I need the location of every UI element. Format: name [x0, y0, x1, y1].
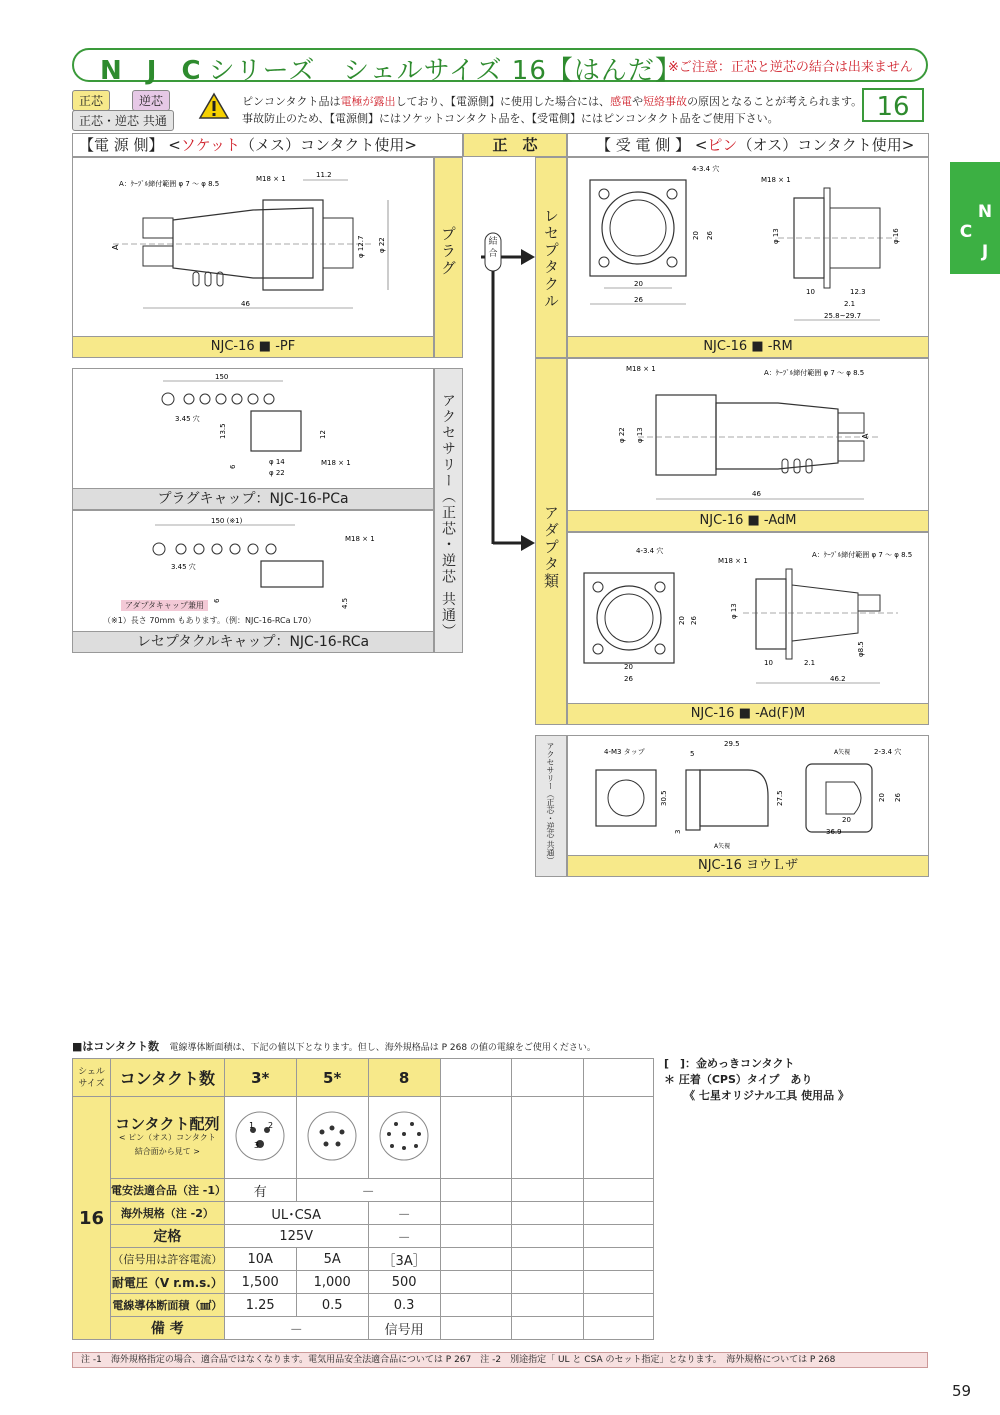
row-5-v0: 1.25 — [224, 1294, 296, 1317]
receptacle-rm-panel — [567, 157, 929, 358]
svg-text:1: 1 — [249, 1120, 255, 1130]
svg-text:φ 22: φ 22 — [269, 469, 285, 477]
part-adm-label: NJC-16 ■ -AdM — [568, 510, 928, 531]
row-4-v0: 1,500 — [224, 1271, 296, 1294]
svg-text:20: 20 — [634, 280, 643, 288]
svg-text:26: 26 — [690, 616, 698, 625]
svg-text:φ 22: φ 22 — [618, 427, 626, 443]
part-rm-label: NJC-16 ■ -RM — [568, 336, 928, 357]
svg-text:5: 5 — [690, 750, 695, 758]
svg-text:M18 × 1: M18 × 1 — [626, 365, 656, 373]
svg-text:26: 26 — [634, 296, 643, 304]
contact-count-head: コンタクト数 — [110, 1059, 224, 1097]
arrangement-8 — [368, 1097, 440, 1179]
row-label-1: 海外規格（注 -2） — [110, 1202, 224, 1225]
receptacle-cap-panel — [72, 510, 434, 653]
svg-text:150 (※1): 150 (※1) — [211, 517, 243, 525]
accessory-small-band: アクセサリー（正芯・逆芯 共通） — [535, 735, 567, 877]
adapter-adm-panel — [567, 358, 929, 532]
svg-text:4.5: 4.5 — [341, 597, 349, 609]
row-label-2: 定格 — [110, 1225, 224, 1248]
row-label-5: 電線導体断面積（㎟） — [110, 1294, 224, 1317]
contact-legend: [ ]：金めっきコンタクト ＊ 圧着（CPS）タイプ あり 《 七星オリジナル工具 使用品 》 — [664, 1057, 849, 1102]
arrangement-3 — [224, 1097, 296, 1179]
svg-text:27.5: 27.5 — [776, 790, 784, 806]
svg-text:6: 6 — [229, 464, 237, 469]
plug-pf-panel — [72, 157, 434, 358]
svg-text:4-M3 タップ: 4-M3 タップ — [604, 748, 645, 756]
count-3: 3* — [224, 1059, 296, 1097]
count-8: 8 — [368, 1059, 440, 1097]
tag-common: 正芯・逆芯 共通 — [72, 110, 174, 131]
row-3-v0: 10A — [224, 1248, 296, 1271]
svg-text:10: 10 — [806, 288, 815, 296]
plug-cap-panel — [72, 368, 434, 510]
count-5: 5* — [296, 1059, 368, 1097]
svg-text:36.9: 36.9 — [826, 828, 842, 836]
svg-text:10: 10 — [764, 659, 773, 667]
svg-text:φ 16: φ 16 — [892, 228, 900, 244]
svg-text:A：ｹｰﾌﾞﾙ締付範囲 φ 7 〜 φ 8.5: A：ｹｰﾌﾞﾙ締付範囲 φ 7 〜 φ 8.5 — [764, 369, 865, 377]
row-3-v2: ［3A］ — [368, 1248, 440, 1271]
svg-text:φ 14: φ 14 — [269, 458, 285, 466]
row-6-v1: 信号用 — [368, 1317, 440, 1340]
svg-text:2: 2 — [268, 1120, 274, 1130]
part-pf-label: NJC-16 ■ -PF — [73, 336, 433, 357]
svg-text:13.5: 13.5 — [219, 423, 227, 439]
caution-note: ※ご注意：正芯と逆芯の結合は出来ません — [668, 60, 913, 75]
contact-title: ■はコンタクト数 電線導体断面積は、下記の値以下となります。但し、海外規格品は P 268 の値の電線をご使用ください。 — [72, 1040, 596, 1053]
svg-text:26: 26 — [624, 675, 633, 683]
svg-text:M18 × 1: M18 × 1 — [345, 535, 375, 543]
row-1-v1: － — [368, 1202, 440, 1225]
svg-text:4-3.4 穴: 4-3.4 穴 — [636, 547, 664, 555]
row-label-3: （信号用は許容電流） — [110, 1248, 224, 1271]
svg-text:A: A — [111, 244, 120, 250]
svg-text:12.3: 12.3 — [850, 288, 866, 296]
svg-text:A矢視: A矢視 — [834, 749, 851, 756]
join-label: 結合 — [488, 237, 498, 259]
svg-text:150: 150 — [215, 373, 229, 381]
svg-text:A：ｹｰﾌﾞﾙ締付範囲 φ 7 〜 φ 8.5: A：ｹｰﾌﾞﾙ締付範囲 φ 7 〜 φ 8.5 — [812, 551, 913, 559]
svg-text:46: 46 — [752, 490, 761, 498]
svg-text:M18 × 1: M18 × 1 — [256, 175, 286, 183]
svg-text:3: 3 — [254, 1140, 260, 1150]
adapter-adfm-panel — [567, 532, 929, 725]
row-3-v1: 5A — [296, 1248, 368, 1271]
row-1-v0: UL･CSA — [224, 1202, 368, 1225]
svg-text:3.45 穴: 3.45 穴 — [175, 415, 200, 423]
svg-text:20: 20 — [878, 793, 886, 802]
svg-text:M18 × 1: M18 × 1 — [321, 459, 351, 467]
arrangement-5 — [296, 1097, 368, 1179]
svg-text:A: A — [861, 433, 870, 439]
join-arrows — [463, 157, 535, 557]
youlza-panel — [567, 735, 929, 877]
receive-side-header: 【 受 電 側 】 <ピン（オス）コンタクト使用> — [567, 133, 929, 157]
svg-text:3.45 穴: 3.45 穴 — [171, 563, 196, 571]
svg-text:46: 46 — [241, 300, 250, 308]
svg-text:2-3.4 穴: 2-3.4 穴 — [874, 748, 902, 756]
row-5-v1: 0.5 — [296, 1294, 368, 1317]
row-2-v0: 125V — [224, 1225, 368, 1248]
svg-text:25.8~29.7: 25.8~29.7 — [824, 312, 862, 320]
contact-table — [72, 1058, 654, 1340]
page-number: 59 — [952, 1382, 972, 1400]
svg-text:11.2: 11.2 — [316, 171, 332, 179]
center-header: 正 芯 — [463, 133, 567, 157]
shell-size-head: シェル サイズ — [73, 1059, 111, 1097]
tag-seishin: 正芯 — [72, 90, 110, 111]
svg-text:46.2: 46.2 — [830, 675, 846, 683]
svg-text:φ 13: φ 13 — [636, 427, 644, 443]
svg-text:A矢視: A矢視 — [714, 843, 731, 850]
warning-text: ピンコンタクト品は電極が露出しており、【電源側】に使用した場合には、感電や短絡事故の原因となることが考えられます。 事故防止のため、【電源側】にはソケットコンタクト品を、【受電側】にはピンコンタクト品をご使用下さい。 — [242, 95, 863, 125]
arrangement-label: コンタクト配列 < ピン（オス）コンタクト 結合面から見て > — [110, 1097, 224, 1179]
footnote-bar: 注 -1 海外規格指定の場合、適合品ではなくなります。電気用品安全法適合品については P 267 注 -2 別途指定「 UL と CSA のセット指定」となります。 海外規格については P 268 — [72, 1352, 928, 1368]
svg-text:20: 20 — [678, 616, 686, 625]
svg-text:29.5: 29.5 — [724, 740, 740, 748]
svg-text:2.1: 2.1 — [804, 659, 816, 667]
tag-gyakushin: 逆芯 — [132, 90, 170, 111]
svg-text:φ 13: φ 13 — [730, 603, 738, 619]
svg-text:2.1: 2.1 — [844, 300, 856, 308]
part-pca-label: プラグキャップ：NJC-16-PCa — [73, 488, 433, 509]
svg-text:20: 20 — [692, 231, 700, 240]
svg-text:φ 13: φ 13 — [772, 228, 780, 244]
svg-text:M18 × 1: M18 × 1 — [761, 176, 791, 184]
row-label-4: 耐電圧（V r.m.s.） — [110, 1271, 224, 1294]
svg-text:6: 6 — [213, 598, 221, 603]
receptacle-band: レセプタクル — [535, 157, 567, 358]
plug-band: プラグ — [434, 157, 463, 358]
power-side-header: 【電 源 側】 <ソケット（メス）コンタクト使用> — [72, 133, 463, 157]
row-4-v2: 500 — [368, 1271, 440, 1294]
row-label-6: 備 考 — [110, 1317, 224, 1340]
row-2-v1: － — [368, 1225, 440, 1248]
svg-text:φ 22: φ 22 — [378, 237, 386, 253]
svg-text:M18 × 1: M18 × 1 — [718, 557, 748, 565]
row-0-v1: － — [296, 1179, 440, 1202]
row-4-v1: 1,000 — [296, 1271, 368, 1294]
side-tab-njc: N J C — [950, 162, 1000, 274]
svg-text:3: 3 — [674, 829, 682, 834]
shell-size-value: 16 — [73, 1097, 111, 1340]
svg-text:30.5: 30.5 — [660, 790, 668, 806]
part-youlza-label: NJC-16 ヨウＬザ — [568, 855, 928, 876]
part-rca-label: レセプタクルキャップ：NJC-16-RCa — [73, 631, 433, 652]
svg-text:4-3.4 穴: 4-3.4 穴 — [692, 165, 720, 173]
adapter-band: アダプタ類 — [535, 358, 567, 725]
size-badge: 16 — [862, 88, 924, 122]
row-6-v0: － — [224, 1317, 368, 1340]
row-label-0: 電安法適合品（注 -1） — [110, 1179, 224, 1202]
row-5-v2: 0.3 — [368, 1294, 440, 1317]
length-note: （※1）長さ 70mm もあります。（例：NJC-16-RCa L70） — [103, 616, 316, 625]
svg-text:26: 26 — [706, 231, 714, 240]
page-title: N J Cシリーズ シェルサイズ 16【はんだ】 — [100, 56, 682, 86]
warning-icon — [198, 92, 230, 120]
svg-text:20: 20 — [624, 663, 633, 671]
part-adfm-label: NJC-16 ■ -Ad(F)M — [568, 703, 928, 724]
adapter-cap-badge: アダプタキャップ兼用 — [121, 600, 208, 611]
svg-text:φ8.5: φ8.5 — [857, 641, 865, 657]
svg-text:12: 12 — [319, 430, 327, 439]
accessory-band: アクセサリー（正芯・逆芯 共通） — [434, 368, 463, 653]
svg-text:20: 20 — [842, 816, 851, 824]
svg-text:A：ｹｰﾌﾞﾙ締付範囲 φ 7 〜 φ 8.5: A：ｹｰﾌﾞﾙ締付範囲 φ 7 〜 φ 8.5 — [119, 180, 220, 188]
row-0-v0: 有 — [224, 1179, 296, 1202]
svg-text:26: 26 — [894, 793, 902, 802]
svg-text:φ 12.7: φ 12.7 — [357, 235, 365, 258]
